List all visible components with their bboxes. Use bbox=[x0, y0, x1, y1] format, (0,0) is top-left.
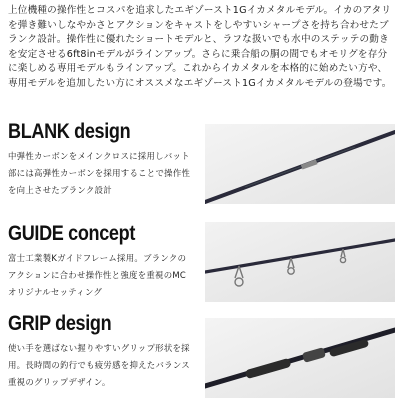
section-title: GRIP design bbox=[8, 312, 112, 335]
section-title: BLANK design bbox=[8, 120, 131, 143]
section-guide-concept bbox=[8, 222, 198, 301]
blank-rod-photo bbox=[205, 124, 395, 204]
section-body: 使い手を選ばない握りやすいグリップ形状を採用。長時間の釣行でも疲労感を抑えたバランス重視のグリップデザイン。 bbox=[8, 343, 190, 387]
section-title: GUIDE concept bbox=[8, 222, 135, 245]
section-blank-design bbox=[8, 120, 198, 199]
intro-paragraph: 上位機種の操作性とコスパを追求したエギゾースト1Gイカメタルモデル。イカのアタリを弾き難いしなやかさとアクションをキャストをしやすいシャープさを持ち合わせたブランク設計。操作性に優れたショートモデルと、ラフな扱いでも水中のステッテの動きを安定させる6ft8inモデルがラインアップ。さらに乗合船の胴の間でもオモリグを存分に楽しめる専用モデルもラインアップ。これからイカメタルを本格的に始めたい方や、専用モデルを追加したい方にオススメなエギゾースト1Gイカメタルモデルの登場です。 bbox=[8, 5, 392, 89]
grip-rod-photo bbox=[205, 318, 395, 398]
section-body: 富士工業製Kガイドフレーム採用。ブランクのアクションに合わせ操作性と強度を重視のMCオリジナルセッティング bbox=[8, 253, 187, 297]
section-body: 中弾性カーボンをメインクロスに採用しバット部には高弾性カーボンを採用することで操作性を向上させたブランク設計 bbox=[8, 151, 191, 195]
guide-rod-photo bbox=[205, 222, 395, 302]
section-grip-design bbox=[8, 312, 198, 391]
